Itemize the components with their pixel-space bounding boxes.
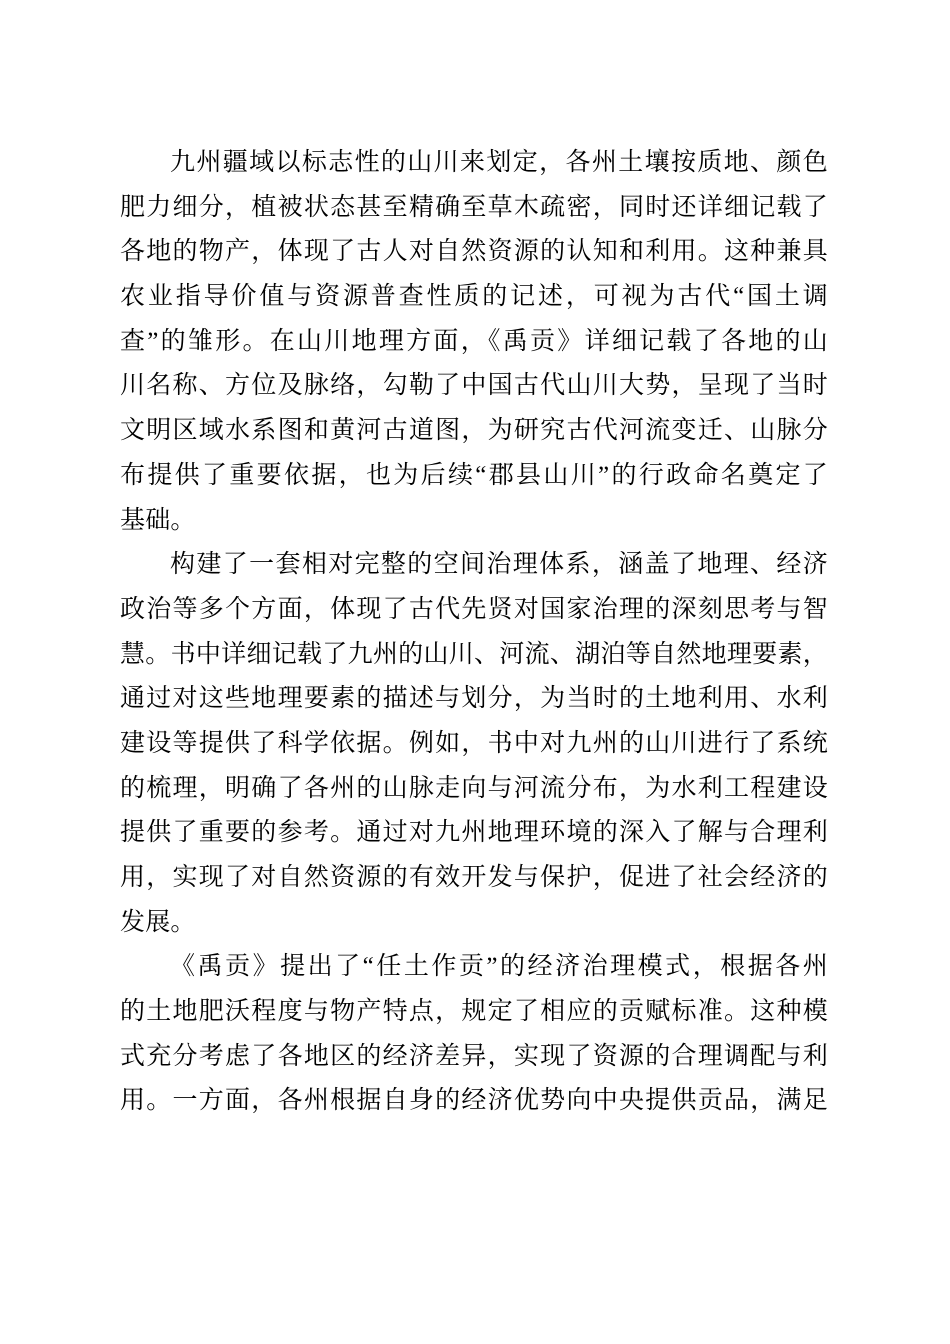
- text-line: 建设等提供了科学依据。例如，书中对九州的山川进行了系统: [120, 729, 828, 757]
- text-line: 肥力细分，植被状态甚至精确至草木疏密，同时还详细记载了: [120, 193, 828, 221]
- text-line: 提供了重要的参考。通过对九州地理环境的深入了解与合理利: [120, 819, 828, 847]
- text-line: 文明区域水系图和黄河古道图，为研究古代河流变迁、山脉分: [120, 417, 828, 445]
- text-line: 农业指导价值与资源普查性质的记述，可视为古代“国土调: [120, 283, 828, 311]
- text-line: 基础。: [120, 506, 196, 534]
- text-line: 慧。书中详细记载了九州的山川、河流、湖泊等自然地理要素，: [120, 640, 828, 668]
- paragraph: [120, 945, 828, 1124]
- text-line: 川名称、方位及脉络，勾勒了中国古代山川大势，呈现了当时: [120, 372, 828, 400]
- text-line: 发展。: [120, 908, 196, 936]
- text-line: 查”的雏形。在山川地理方面，《禹贡》详细记载了各地的山: [120, 327, 828, 355]
- text-line: 用，实现了对自然资源的有效开发与保护，促进了社会经济的: [120, 864, 828, 891]
- text-line: 式充分考虑了各地区的经济差异，实现了资源的合理调配与利: [120, 1042, 828, 1070]
- text-line: 《禹贡》提出了“任土作贡”的经济治理模式，根据各州: [170, 953, 828, 981]
- text-line: 政治等多个方面，体现了古代先贤对国家治理的深刻思考与智: [120, 595, 828, 623]
- text-line: 的梳理，明确了各州的山脉走向与河流分布，为水利工程建设: [120, 774, 828, 802]
- text-line: 用。一方面，各州根据自身的经济优势向中央提供贡品，满足: [120, 1087, 828, 1115]
- paragraph: [120, 543, 828, 945]
- text-line: 构建了一套相对完整的空间治理体系，涵盖了地理、经济: [170, 551, 828, 579]
- text-line: 布提供了重要依据，也为后续“郡县山川”的行政命名奠定了: [120, 461, 828, 489]
- text-line: 九州疆域以标志性的山川来划定，各州土壤按质地、颜色: [170, 149, 828, 176]
- text-line: 通过对这些地理要素的描述与划分，为当时的土地利用、水利: [120, 685, 828, 713]
- text-line: 的土地肥沃程度与物产特点，规定了相应的贡赋标准。这种模: [120, 998, 828, 1026]
- paragraph: [120, 141, 828, 543]
- text-line: 各地的物产，体现了古人对自然资源的认知和利用。这种兼具: [120, 238, 828, 266]
